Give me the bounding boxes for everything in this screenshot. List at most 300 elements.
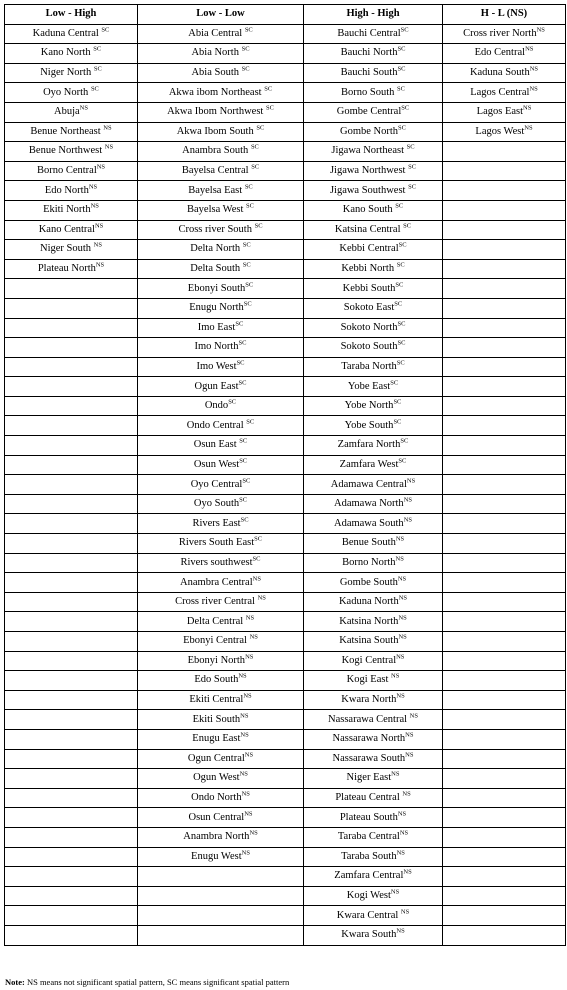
- region-name: Osun West: [193, 458, 240, 470]
- region-name: Sokoto East: [343, 302, 395, 314]
- region-name: Oyo South: [193, 498, 240, 510]
- table-cell: [5, 925, 138, 945]
- significance-tag: NS: [241, 790, 250, 798]
- table-cell: [304, 749, 443, 769]
- region-name: Niger South: [40, 243, 94, 255]
- region-name: Osun Central: [188, 811, 245, 823]
- table-cell: [443, 651, 566, 671]
- table-cell: [138, 749, 304, 769]
- table-cell: [5, 396, 138, 416]
- significance-tag: SC: [265, 104, 274, 112]
- table-cell: [304, 44, 443, 64]
- significance-tag: SC: [235, 320, 244, 328]
- region-name: Cross river South: [178, 223, 255, 235]
- significance-tag: SC: [244, 26, 253, 34]
- table-cell: [138, 102, 304, 122]
- region-name: Enugu West: [191, 850, 242, 862]
- significance-tag: SC: [251, 163, 260, 171]
- table-cell: [138, 142, 304, 162]
- significance-tag: NS: [396, 653, 405, 661]
- significance-tag: SC: [398, 457, 407, 465]
- table-cell: [138, 729, 304, 749]
- significance-tag: SC: [396, 261, 405, 269]
- region-name: Bauchi North: [340, 47, 398, 59]
- significance-tag: NS: [402, 790, 411, 798]
- significance-tag: NS: [400, 908, 410, 916]
- table-row: [5, 338, 566, 358]
- region-name: Borno North: [342, 556, 396, 568]
- table-cell: [443, 396, 566, 416]
- table-cell: [443, 612, 566, 632]
- table-row: [5, 181, 566, 201]
- region-name: Jigawa Northwest: [329, 165, 409, 177]
- table-cell: [304, 279, 443, 299]
- significance-tag: NS: [252, 575, 261, 583]
- table-row: [5, 200, 566, 220]
- region-name: Rivers southwest: [180, 556, 253, 568]
- table-cell: [5, 906, 138, 926]
- region-name: Kano North: [40, 47, 94, 59]
- significance-tag: NS: [240, 731, 249, 739]
- table-cell: [138, 514, 304, 534]
- table-cell: [443, 259, 566, 279]
- region-name: Akwa Ibom Northwest: [167, 106, 266, 118]
- table-cell: [443, 847, 566, 867]
- significance-tag: NS: [403, 496, 412, 504]
- significance-tag: SC: [228, 398, 237, 406]
- table-cell: [304, 436, 443, 456]
- table-cell: [304, 671, 443, 691]
- table-cell: [138, 338, 304, 358]
- table-cell: [304, 925, 443, 945]
- significance-tag: SC: [395, 202, 404, 210]
- significance-tag: NS: [104, 143, 114, 151]
- table-cell: [5, 24, 138, 44]
- table-cell: [443, 710, 566, 730]
- table-cell: [138, 220, 304, 240]
- region-name: Yobe South: [344, 419, 394, 431]
- significance-tag: NS: [524, 124, 533, 132]
- region-name: Katsina North: [339, 615, 399, 627]
- significance-tag: SC: [242, 477, 251, 485]
- table-cell: [443, 298, 566, 318]
- table-cell: [5, 632, 138, 652]
- table-cell: [443, 279, 566, 299]
- table-cell: [5, 592, 138, 612]
- table-cell: [138, 553, 304, 573]
- region-name: Borno South: [341, 86, 398, 98]
- table-cell: [138, 298, 304, 318]
- significance-tag: NS: [241, 849, 250, 857]
- region-name: Kwara North: [341, 694, 397, 706]
- significance-tag: SC: [406, 143, 415, 151]
- table-cell: [138, 808, 304, 828]
- table-cell: [138, 651, 304, 671]
- region-name: Bayelsa Central: [181, 165, 252, 177]
- table-cell: [138, 161, 304, 181]
- region-name: Lagos Central: [470, 86, 530, 98]
- significance-tag: NS: [523, 104, 532, 112]
- region-name: Taraba South: [341, 850, 397, 862]
- region-name: Enugu East: [192, 733, 241, 745]
- table-cell: [443, 690, 566, 710]
- region-name: Plateau Central: [335, 792, 403, 804]
- region-name: Adamawa Central: [330, 478, 407, 490]
- significance-tag: SC: [101, 26, 110, 34]
- region-name: Akwa ibom Northeast: [168, 86, 265, 98]
- region-name: Yobe East: [347, 380, 391, 392]
- table-row: [5, 416, 566, 436]
- table-cell: [5, 847, 138, 867]
- table-row: [5, 240, 566, 260]
- table-cell: [5, 181, 138, 201]
- significance-tag: SC: [398, 241, 407, 249]
- table-cell: [5, 749, 138, 769]
- region-name: Bayelsa West: [187, 204, 247, 216]
- table-cell: [5, 416, 138, 436]
- table-cell: [5, 553, 138, 573]
- table-row: [5, 259, 566, 279]
- region-name: Abia Central: [188, 27, 245, 39]
- significance-tag: SC: [397, 45, 406, 53]
- table-row: [5, 514, 566, 534]
- table-cell: [443, 416, 566, 436]
- table-row: [5, 827, 566, 847]
- table-cell: [5, 886, 138, 906]
- table-cell: [5, 729, 138, 749]
- table-row: [5, 475, 566, 495]
- region-name: Lagos West: [475, 125, 525, 137]
- table-cell: [304, 827, 443, 847]
- significance-tag: SC: [93, 65, 102, 73]
- table-cell: [5, 612, 138, 632]
- table-cell: [138, 612, 304, 632]
- region-name: Ogun West: [193, 772, 240, 784]
- table-cell: [304, 63, 443, 83]
- table-cell: [304, 475, 443, 495]
- significance-tag: SC: [408, 163, 417, 171]
- table-cell: [443, 475, 566, 495]
- region-name: Katsina Central: [334, 223, 404, 235]
- significance-tag: NS: [529, 85, 538, 93]
- table-cell: [443, 24, 566, 44]
- table-cell: [138, 769, 304, 789]
- significance-tag: SC: [246, 202, 254, 210]
- region-name: Sokoto South: [340, 341, 398, 353]
- region-name: Ebonyi Central: [183, 635, 250, 647]
- table-cell: [5, 102, 138, 122]
- table-row: [5, 886, 566, 906]
- region-name: Cross river Central: [175, 596, 258, 608]
- table-cell: [304, 200, 443, 220]
- table-cell: [304, 318, 443, 338]
- table-row: [5, 690, 566, 710]
- region-name: Kano Central: [38, 223, 95, 235]
- significance-tag: SC: [393, 398, 402, 406]
- table-row: [5, 377, 566, 397]
- region-name: Anambra South: [182, 145, 251, 157]
- region-name: Jigawa Southwest: [329, 184, 409, 196]
- table-row: [5, 279, 566, 299]
- region-name: Oyo Central: [190, 478, 243, 490]
- table-row: [5, 122, 566, 142]
- significance-tag: NS: [238, 672, 247, 680]
- region-name: Ekiti North: [43, 204, 91, 216]
- significance-tag: SC: [236, 359, 245, 367]
- table-cell: [304, 102, 443, 122]
- region-name: Ondo Central: [186, 419, 247, 431]
- table-cell: [304, 906, 443, 926]
- region-name: Edo North: [44, 184, 89, 196]
- table-cell: [304, 220, 443, 240]
- significance-tag: NS: [391, 770, 400, 778]
- table-cell: [443, 357, 566, 377]
- table-row: [5, 318, 566, 338]
- significance-tag: NS: [409, 712, 418, 720]
- region-name: Delta Central: [186, 615, 246, 627]
- table-row: [5, 769, 566, 789]
- table-row: [5, 298, 566, 318]
- table-row: [5, 436, 566, 456]
- table-cell: [443, 83, 566, 103]
- table-cell: [304, 651, 443, 671]
- significance-tag: SC: [408, 183, 417, 191]
- significance-tag: NS: [88, 183, 98, 191]
- table-cell: [304, 357, 443, 377]
- region-name: Bayelsa East: [188, 184, 245, 196]
- region-name: Delta North: [190, 243, 243, 255]
- table-cell: [304, 181, 443, 201]
- table-cell: [138, 788, 304, 808]
- significance-tag: SC: [256, 124, 265, 132]
- significance-tag: SC: [90, 85, 99, 93]
- table-cell: [138, 925, 304, 945]
- table-cell: [304, 494, 443, 514]
- table-row: [5, 455, 566, 475]
- region-name: Ogun East: [194, 380, 239, 392]
- table-cell: [138, 455, 304, 475]
- region-name: Katsina South: [339, 635, 399, 647]
- significance-tag: SC: [390, 379, 399, 387]
- table-cell: [304, 867, 443, 887]
- significance-tag: NS: [244, 751, 254, 759]
- table-cell: [5, 122, 138, 142]
- region-name: Lagos East: [476, 106, 524, 118]
- region-name: Imo West: [196, 360, 237, 372]
- table-cell: [443, 769, 566, 789]
- table-row: [5, 710, 566, 730]
- significance-tag: SC: [239, 496, 248, 504]
- table-cell: [138, 318, 304, 338]
- table-cell: [5, 573, 138, 593]
- table-cell: [5, 142, 138, 162]
- header-low-low: Low - Low: [138, 5, 304, 25]
- table-row: [5, 788, 566, 808]
- table-cell: [5, 298, 138, 318]
- table-cell: [443, 925, 566, 945]
- significance-tag: SC: [244, 183, 253, 191]
- table-cell: [5, 318, 138, 338]
- table-cell: [443, 729, 566, 749]
- table-cell: [304, 259, 443, 279]
- significance-tag: NS: [396, 692, 405, 700]
- significance-tag: SC: [93, 45, 102, 53]
- table-cell: [443, 220, 566, 240]
- significance-tag: NS: [398, 594, 408, 602]
- region-name: Cross river North: [463, 27, 537, 39]
- table-row: [5, 808, 566, 828]
- significance-tag: NS: [249, 633, 258, 641]
- region-name: Imo North: [194, 341, 239, 353]
- region-name: Imo East: [197, 321, 236, 333]
- significance-tag: NS: [397, 810, 407, 818]
- note-text: NS means not significant spatial pattern, SC means significant spatial pattern: [24, 977, 290, 987]
- significance-tag: NS: [244, 810, 253, 818]
- significance-tag: NS: [390, 888, 400, 896]
- significance-tag: NS: [93, 241, 102, 249]
- significance-tag: SC: [254, 222, 263, 230]
- region-name: Kogi Central: [341, 654, 397, 666]
- significance-tag: SC: [393, 418, 402, 426]
- region-name: Taraba North: [341, 360, 397, 372]
- table-cell: [304, 298, 443, 318]
- table-row: [5, 357, 566, 377]
- significance-tag: SC: [396, 359, 405, 367]
- significance-tag: SC: [397, 339, 406, 347]
- region-name: Benue Northeast: [30, 125, 104, 137]
- significance-tag: NS: [257, 594, 266, 602]
- table-cell: [138, 279, 304, 299]
- significance-tag: NS: [391, 672, 400, 680]
- table-cell: [304, 122, 443, 142]
- region-name: Plateau South: [339, 811, 398, 823]
- table-cell: [5, 769, 138, 789]
- significance-tag: NS: [398, 633, 407, 641]
- table-row: [5, 102, 566, 122]
- table-cell: [443, 553, 566, 573]
- table-cell: [5, 200, 138, 220]
- table-cell: [443, 122, 566, 142]
- table-cell: [304, 847, 443, 867]
- table-cell: [443, 749, 566, 769]
- region-name: Kogi West: [346, 890, 391, 902]
- header-row: [5, 5, 566, 25]
- table-cell: [304, 24, 443, 44]
- table-cell: [304, 455, 443, 475]
- significance-tag: SC: [254, 535, 263, 543]
- significance-tag: NS: [245, 653, 254, 661]
- significance-tag: NS: [396, 927, 405, 935]
- region-name: Anambra North: [183, 831, 250, 843]
- significance-tag: NS: [406, 477, 416, 485]
- significance-tag: NS: [95, 261, 105, 269]
- table-cell: [5, 827, 138, 847]
- table-row: [5, 63, 566, 83]
- table-cell: [443, 44, 566, 64]
- table-cell: [5, 279, 138, 299]
- significance-tag: NS: [536, 26, 545, 34]
- region-name: Osun East: [193, 439, 240, 451]
- header-high-low: H - L (NS): [443, 5, 566, 25]
- table-row: [5, 925, 566, 945]
- table-cell: [443, 102, 566, 122]
- table-row: [5, 867, 566, 887]
- table-cell: [138, 259, 304, 279]
- table-cell: [443, 514, 566, 534]
- region-name: Nassarawa North: [332, 733, 406, 745]
- region-name: Ebonyi South: [187, 282, 246, 294]
- region-name: Adamawa South: [333, 517, 404, 529]
- table-cell: [5, 494, 138, 514]
- region-name: Rivers South East: [178, 537, 255, 549]
- region-name: Kaduna Central: [32, 27, 102, 39]
- region-name: Ogun Central: [187, 752, 245, 764]
- table-row: [5, 83, 566, 103]
- region-name: Adamawa North: [334, 498, 404, 510]
- region-name: Yobe North: [344, 400, 394, 412]
- table-cell: [138, 847, 304, 867]
- table-cell: [304, 377, 443, 397]
- table-cell: [5, 867, 138, 887]
- table-cell: [304, 690, 443, 710]
- table-cell: [5, 436, 138, 456]
- table-cell: [5, 455, 138, 475]
- region-name: Ekiti South: [192, 713, 241, 725]
- table-cell: [138, 573, 304, 593]
- significance-tag: SC: [397, 85, 405, 93]
- table-row: [5, 553, 566, 573]
- region-name: Kebbi Central: [339, 243, 399, 255]
- table-cell: [443, 788, 566, 808]
- table-cell: [443, 886, 566, 906]
- table-row: [5, 847, 566, 867]
- region-name: Kebbi North: [341, 263, 397, 275]
- significance-tag: NS: [397, 575, 407, 583]
- table-cell: [443, 632, 566, 652]
- region-name: Abia South: [191, 67, 242, 79]
- region-name: Delta South: [190, 263, 243, 275]
- significance-tag: NS: [239, 770, 248, 778]
- region-name: Abuja: [54, 106, 80, 118]
- table-cell: [138, 357, 304, 377]
- significance-tag: NS: [403, 868, 412, 876]
- table-cell: [138, 690, 304, 710]
- table-cell: [138, 867, 304, 887]
- table-cell: [5, 534, 138, 554]
- table-cell: [5, 808, 138, 828]
- significance-tag: NS: [395, 555, 404, 563]
- table-cell: [5, 514, 138, 534]
- table-cell: [443, 240, 566, 260]
- significance-tag: SC: [242, 241, 251, 249]
- table-cell: [304, 161, 443, 181]
- region-name: Zamfara West: [339, 458, 399, 470]
- table-cell: [138, 122, 304, 142]
- region-name: Sokoto North: [340, 321, 398, 333]
- table-cell: [443, 808, 566, 828]
- table-cell: [138, 632, 304, 652]
- table-cell: [443, 436, 566, 456]
- header-high-high: High - High: [304, 5, 443, 25]
- table-row: [5, 906, 566, 926]
- table-row: [5, 534, 566, 554]
- region-name: Borno Central: [36, 165, 97, 177]
- table-row: [5, 749, 566, 769]
- significance-tag: NS: [79, 104, 88, 112]
- table-row: [5, 592, 566, 612]
- significance-tag: NS: [249, 829, 258, 837]
- region-name: Anambra Central: [180, 576, 253, 588]
